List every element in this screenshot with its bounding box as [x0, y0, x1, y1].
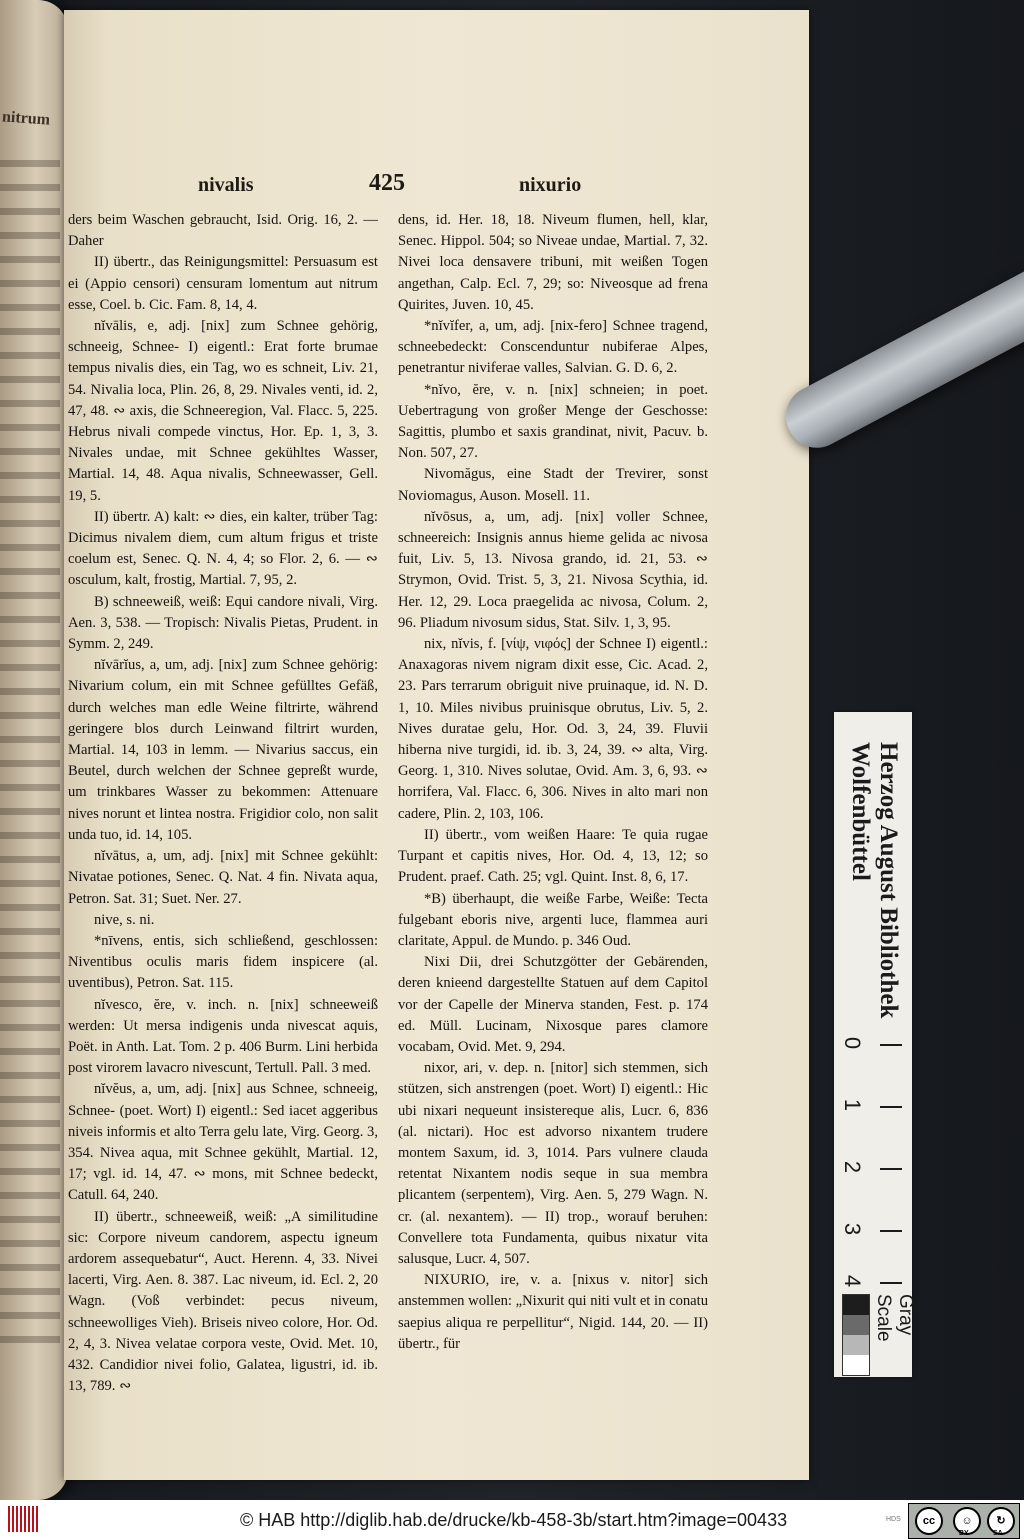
attribution-icon: ☺	[953, 1507, 981, 1535]
dictionary-entry: II) übertr., vom weißen Haare: Te quia rugae Turpant et capitis nives, Hor. Od. 4, 13, 12; so Prudent. praef. Cath. 25; vgl. Quint. Inst. 8, 6, 17.	[398, 826, 708, 886]
library-label-strip	[834, 712, 916, 1377]
left-page-text-lines	[0, 160, 60, 1360]
ruler-tick	[880, 1230, 902, 1232]
dictionary-entry: dens, id. Her. 18, 18. Niveum flumen, hell, klar, Senec. Hippol. 504; so Niveae undae, Martial. 7, 32. Nivei loca densavere tribuni, mit weißen Togen angethan, Calp. Ecl. 7, 29; so: Niveosque ad frena Quirites, Juven. 10, 45.	[398, 212, 708, 313]
share-alike-icon: ↻	[987, 1507, 1015, 1535]
ruler-number: 3	[840, 1222, 866, 1236]
dictionary-entry: nĭvĕus, a, um, adj. [nix] aus Schnee, schneeig, Schnee- (poet. Wort) I) eigentl.: Sed iacet aggeribus niveis informis et alto Terra gelu late, Virg. Georg. 3, 354. Nivea aqua, mit Schnee gekühlt, Martial. 12, 17; vgl. id. 14, 47. ∾ mons, mit Schnee bedeckt, Catull. 64, 240.	[68, 1081, 378, 1204]
ruler-number: 0	[840, 1036, 866, 1050]
dictionary-entry: nĭvesco, ĕre, v. inch. n. [nix] schneeweiß werden: Ut mersa indigenis unda nivescat aquis, Poët. in Anth. Lat. Tom. 2 p. 406 Burm. Lini herbida post virorem lavacro nivescunt, Tertull. Pall. 3 med.	[68, 996, 378, 1077]
dictionary-page	[64, 10, 809, 1480]
dictionary-entry: Nixi Dii, drei Schutzgötter der Gebärenden, deren knieend dargestellte Statuen auf dem Capitol vor der Capelle der Minerva standen, Fest. p. 174 ed. Müll. Lucinam, Nixosque pares clamore vocabam, Ovid. Met. 9, 294.	[398, 954, 708, 1055]
cc-license-badge[interactable]	[908, 1503, 1020, 1539]
page-number: 425	[369, 170, 405, 196]
dictionary-entry: nĭvātus, a, um, adj. [nix] mit Schnee gekühlt: Nivatae potiones, Senec. Q. Nat. 4 fin. Nivata aqua, Petron. Sat. 31; Suet. Ner. 27.	[68, 848, 378, 907]
dictionary-entry: II) übertr., schneeweiß, weiß: „A similitudine sic: Corpore niveum candorem, aspectu igneum ardorem assequebatur“, Auct. Herenn. 4, 33. Nivei lacerti, Virg. Aen. 8. 387. Lac niveum, id. Ecl. 2, 20 Wagn. (Voß verbindet: pecus niveum, schneewolliges Vieh). Briseis niveo colore, Hor. Od. 2, 4, 3. Nivea velatae corpora veste, Ovid. Met. 10, 432. Candidior nivei folio, Galatea, ligustri, id. ib. 13, 789. ∾	[68, 1208, 378, 1395]
source-credit-link[interactable]: © HAB http://diglib.hab.de/drucke/kb-458-3b/start.htm?image=00433	[240, 1510, 788, 1530]
dictionary-entry: *nĭvĭfer, a, um, adj. [nix-fero] Schnee tragend, schneebedeckt: Conscenduntur nubiferae Alpes, penetrantur niviferae valles, Salvian. G. D. 6, 2.	[398, 318, 708, 377]
right-column	[398, 210, 708, 1355]
license-by: BY	[959, 1530, 969, 1537]
ruler-tick	[880, 1044, 902, 1046]
footer-tiny-text: HDS	[886, 1516, 901, 1523]
dictionary-entry: *B) überhaupt, die weiße Farbe, Weiße: Tecta fulgebant eboris nive, argenti luce, flammea auri claritate, Appul. de Mundo. p. 346 Oud.	[398, 890, 708, 949]
dictionary-entry: nixor, ari, v. dep. n. [nitor] sich stemmen, sich stützen, sich anstrengen (poet. Wort) I) eigentl.: Hic ubi nixari nequeunt insistereque alis, Lucr. 6, 836 (al. nictari). Hoc est advorso nixantem trudere montem Saxum, id. 3, 1014. Pars vulnere clauda retentat Nixantem nodis seque in sua membra plicantem (serpentem), Virg. Aen. 5, 279 Wagn. N. cr. (al. nexantem). — II) trop., worauf beruhen: Convellere tota Fundamenta, quibus nixatur vita salusque, Lucr. 4, 507.	[398, 1060, 708, 1267]
ruler-number: 2	[840, 1160, 866, 1174]
footer-bar	[0, 1500, 1024, 1540]
ruler-tick	[880, 1168, 902, 1170]
ruler-number: 4	[840, 1274, 866, 1288]
scale-ruler	[840, 1030, 904, 1292]
dictionary-entry: B) schneeweiß, weiß: Equi candore nivali, Virg. Aen. 3, 538. — Tropisch: Nivalis Pietas, Prudent. in Symm. 2, 249.	[68, 593, 378, 653]
page-header	[64, 170, 809, 200]
ruler-number: 1	[840, 1098, 866, 1112]
dictionary-entry: nix, nĭvis, f. [νίψ, νιφός] der Schnee I) eigentl.: Anaxagoras nivem nigram dixit esse, Cic. Acad. 2, 23. Pars terrarum obriguit nive pruinaque, id. N. D. 1, 10. Miles nivibus pruinisque obrutus, Liv. 5, 2. Nives duratae gelu, Hor. Od. 3, 24, 39. Fluvii hiberna nive turgidi, id. ib. 3, 24, 39. ∾ alta, Virg. Georg. 1, 310. Nives solutae, Ovid. Am. 3, 6, 93. ∾ horrifera, Val. Flacc. 6, 306. Nives in alto mari non cadere, Plin. 2, 103, 106.	[398, 636, 708, 822]
ruler-tick	[880, 1106, 902, 1108]
metal-page-clip	[775, 244, 1024, 458]
hab-logo-icon	[8, 1506, 38, 1532]
dictionary-entry: *nīvens, entis, sich schließend, geschlossen: Niventibus oculis maris fidem inspicere (al. uventibus), Petron. Sat. 115.	[68, 932, 378, 992]
left-page-header-word: nitrum	[1, 108, 51, 129]
dictionary-entry: nĭvōsus, a, um, adj. [nix] voller Schnee, schneereich: Insignis annus hieme gelida ac nivosa fuit, Liv. 5, 13. Nivosa grando, id. 21, 53. ∾ Strymon, Ovid. Trist. 5, 3, 21. Nivosa Scythia, id. Her. 12, 29. Loca praegelida ac nivosa, Colum. 2, 96. Pliadum nivosum sidus, Stat. Silv. 1, 3, 95.	[398, 508, 708, 631]
library-name: Herzog August Bibliothek Wolfenbüttel	[847, 742, 902, 1019]
dictionary-entry: nĭvālis, e, adj. [nix] zum Schnee gehörig, schneeig, Schnee- I) eigentl.: Erat forte brumae tempus nivalis dies, ein Tag, wo es schneit, Liv. 21, 54. Nivalia loca, Plin. 26, 8, 29. Nivales venti, id. 2, 47, 48. ∾ axis, die Schneeregion, Val. Flacc. 5, 225. Hebrus nivali compede vinctus, Hor. Ep. 1, 3, 3. Nivales undae, mit Schnee gekühltes Wasser, Martial. 14, 48. Aqua nivalis, Schneewasser, Gell. 19, 5.	[68, 318, 378, 504]
ruler-tick	[880, 1282, 902, 1284]
header-right-word: nixurio	[519, 174, 582, 196]
grayscale-label: Gray Scale	[873, 1294, 916, 1342]
dictionary-entry: II) übertr. A) kalt: ∾ dies, ein kalter, trüber Tag: Dicimus nivalem diem, cum altum frigus et triste coelum est, Senec. Q. N. 4, 4; so Flor. 2, 6. — ∾ osculum, kalt, frostig, Martial. 7, 95, 2.	[68, 508, 378, 589]
license-sa: SA	[993, 1530, 1003, 1537]
dictionary-entry: NIXURIO, ire, v. a. [nixus v. nitor] sich anstemmen wollen: „Nixurit qui niti vult et in conatu saepius aliqua re perpellitur“, Nigid. 144, 20. — II) übertr., für	[398, 1272, 708, 1352]
left-neighbour-page	[0, 0, 68, 1500]
cc-icon: cc	[915, 1507, 943, 1535]
dictionary-entry: nive, s. ni.	[94, 911, 155, 928]
dictionary-entry: ders beim Waschen gebraucht, Isid. Orig. 16, 2. — Daher	[68, 212, 378, 250]
dictionary-entry: *nĭvo, ĕre, v. n. [nix] schneien; in poet. Uebertragung von großer Menge der Geschosse: Sagittis, plumbo et saxis grandinat, nivit, Pacuv. b. Non. 507, 27.	[398, 381, 708, 462]
grayscale-swatch	[842, 1294, 870, 1376]
dictionary-entry: Nivomăgus, eine Stadt der Trevirer, sonst Noviomagus, Auson. Mosell. 11.	[398, 466, 708, 504]
left-column	[68, 210, 378, 1397]
dictionary-entry: nĭvārĭus, a, um, adj. [nix] zum Schnee gehörig: Nivarium colum, ein mit Schnee gefülltes Gefäß, durch welches man edle Weine filtrirte, während geringere blos durch Leinwand filtrirt wurden, Martial. 14, 103 in lemm. — Nivarius saccus, ein Beutel, durch welchen der Schnee gepreßt wurde, um trinkbares Wasser zu bekommen: Attenuare nives norunt et lintea nostra. Frigidior colo, non salit unda tuo, id. 14, 105.	[68, 657, 378, 843]
header-left-word: nivalis	[198, 174, 254, 196]
dictionary-entry: II) übertr., das Reinigungsmittel: Persuasum est ei (Appio censori) censuram lomentum aut nitrum esse, Coel. b. Cic. Fam. 8, 14, 4.	[68, 254, 378, 313]
